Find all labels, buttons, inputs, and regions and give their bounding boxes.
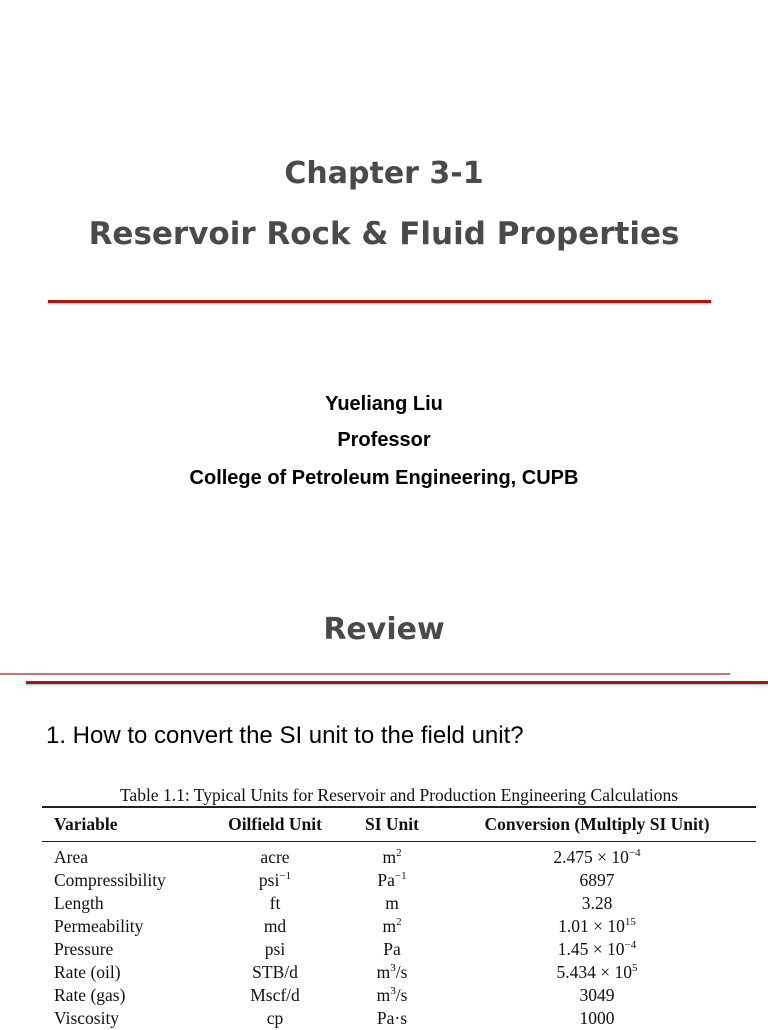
table-row — [42, 869, 756, 892]
table-row — [42, 915, 756, 938]
cell-oilfield-unit — [204, 915, 346, 938]
unit-base: STB/d — [252, 962, 298, 982]
unit-base: Pa — [377, 870, 395, 890]
unit-base: m — [385, 893, 399, 913]
header-variable: Variable — [42, 807, 204, 842]
cell-si-unit — [346, 869, 438, 892]
unit-base: 5.434 × 10 — [557, 962, 633, 982]
question-text: 1. How to convert the SI unit to the field unit? — [46, 722, 524, 750]
slide-subtitle: Reservoir Rock & Fluid Properties — [0, 216, 768, 252]
table-row — [42, 961, 756, 984]
unit-exponent: −1 — [395, 870, 407, 882]
author-affiliation: College of Petroleum Engineering, CUPB — [0, 467, 768, 490]
cell-si-unit — [346, 984, 438, 1007]
cell-oilfield-unit — [204, 961, 346, 984]
cell-oilfield-unit — [204, 1007, 346, 1030]
cell-oilfield-unit — [204, 892, 346, 915]
cell-oilfield-unit — [204, 984, 346, 1007]
table-row — [42, 938, 756, 961]
header-conversion: Conversion (Multiply SI Unit) — [438, 807, 756, 842]
cell-si-unit — [346, 938, 438, 961]
cell-conversion — [438, 842, 756, 870]
unit-exponent: 2 — [396, 847, 402, 859]
unit-base: psi — [265, 939, 285, 959]
unit-base: cp — [267, 1008, 284, 1028]
cell-conversion — [438, 915, 756, 938]
cell-oilfield-unit — [204, 869, 346, 892]
review-divider-top — [0, 673, 730, 675]
unit-base: Mscf/d — [250, 985, 300, 1005]
title-divider — [48, 300, 711, 303]
unit-suffix: /s — [396, 985, 408, 1005]
unit-base: md — [264, 916, 286, 936]
author-name: Yueliang Liu — [0, 393, 768, 416]
cell-variable: Permeability — [42, 915, 204, 938]
unit-exponent: 2 — [396, 916, 402, 928]
cell-si-unit — [346, 842, 438, 870]
header-oilfield-unit: Oilfield Unit — [204, 807, 346, 842]
cell-oilfield-unit — [204, 842, 346, 870]
unit-base: acre — [260, 847, 289, 867]
unit-base: 6897 — [580, 870, 615, 890]
cell-variable: Length — [42, 892, 204, 915]
cell-variable: Compressibility — [42, 869, 204, 892]
unit-exponent: 3 — [390, 985, 396, 997]
unit-exponent: 5 — [632, 962, 638, 974]
unit-exponent: −1 — [279, 870, 291, 882]
cell-variable: Rate (oil) — [42, 961, 204, 984]
cell-variable: Pressure — [42, 938, 204, 961]
cell-conversion — [438, 1007, 756, 1030]
cell-conversion — [438, 892, 756, 915]
unit-base: m — [377, 985, 391, 1005]
table-body — [42, 842, 756, 1030]
cell-variable: Area — [42, 842, 204, 870]
unit-base: m — [377, 962, 391, 982]
unit-base: 3.28 — [582, 893, 613, 913]
chapter-title: Chapter 3-1 — [0, 156, 768, 191]
cell-conversion — [438, 961, 756, 984]
unit-exponent: 3 — [390, 962, 396, 974]
cell-si-unit — [346, 892, 438, 915]
unit-suffix: /s — [396, 962, 408, 982]
unit-base: psi — [259, 870, 279, 890]
units-table — [42, 806, 756, 1030]
unit-base: Pa — [383, 939, 401, 959]
unit-exponent: 15 — [625, 916, 636, 928]
cell-oilfield-unit — [204, 938, 346, 961]
cell-si-unit — [346, 1007, 438, 1030]
unit-base: 3049 — [580, 985, 615, 1005]
unit-base: 1.01 × 10 — [558, 916, 625, 936]
table-row — [42, 1007, 756, 1030]
unit-base: ft — [270, 893, 281, 913]
review-heading: Review — [0, 612, 768, 647]
cell-si-unit — [346, 961, 438, 984]
table-row — [42, 892, 756, 915]
unit-base: m — [382, 916, 396, 936]
cell-variable: Viscosity — [42, 1007, 204, 1030]
unit-exponent: −4 — [629, 847, 641, 859]
unit-base: 2.475 × 10 — [553, 847, 629, 867]
author-role: Professor — [0, 429, 768, 452]
table-row — [42, 984, 756, 1007]
unit-base: m — [382, 847, 396, 867]
cell-si-unit — [346, 915, 438, 938]
cell-conversion — [438, 938, 756, 961]
cell-conversion — [438, 984, 756, 1007]
table-caption: Table 1.1: Typical Units for Reservoir and Production Engineering Calculations — [42, 785, 756, 806]
cell-conversion — [438, 869, 756, 892]
unit-base: Pa·s — [377, 1008, 407, 1028]
unit-exponent: −4 — [625, 939, 637, 951]
table-row — [42, 842, 756, 870]
review-divider-bottom — [26, 681, 768, 684]
units-table-container — [42, 806, 756, 1030]
table-header-row — [42, 807, 756, 842]
header-si-unit: SI Unit — [346, 807, 438, 842]
unit-base: 1.45 × 10 — [558, 939, 625, 959]
unit-base: 1000 — [580, 1008, 615, 1028]
cell-variable: Rate (gas) — [42, 984, 204, 1007]
